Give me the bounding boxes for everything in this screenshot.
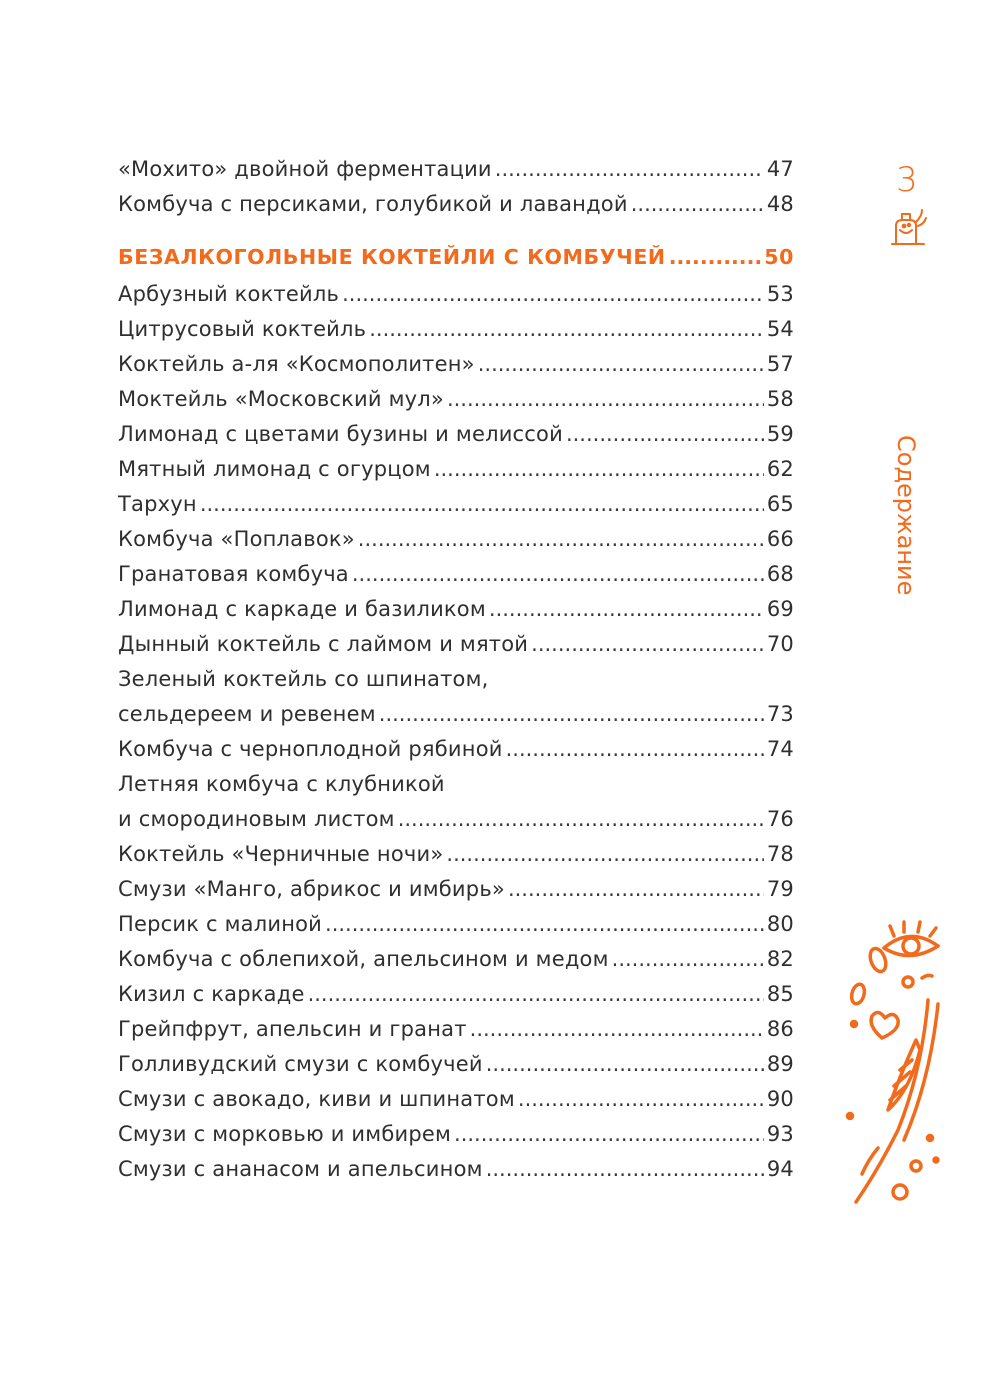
toc-entry[interactable] — [118, 1012, 794, 1047]
toc-entry[interactable] — [118, 697, 794, 732]
dot-leader — [531, 627, 764, 662]
entry-title: Грейпфрут, апельсин и гранат — [118, 1017, 467, 1041]
entry-title: Смузи с морковью и имбирем — [118, 1122, 452, 1146]
toc-entry[interactable] — [118, 152, 794, 187]
entry-page: 59 — [766, 422, 794, 446]
eye-doodle-illustration — [838, 920, 948, 1214]
entry-title: Коктейль «Черничные ночи» — [118, 842, 444, 866]
toc-entry[interactable] — [118, 522, 794, 557]
toc-entry[interactable] — [118, 347, 794, 382]
toc-entry[interactable] — [118, 732, 794, 767]
entry-title: Комбуча с облепихой, апельсином и медом — [118, 947, 609, 971]
entry-page: 79 — [766, 877, 794, 901]
entry-page: 47 — [766, 157, 794, 181]
dot-leader — [358, 522, 764, 557]
dot-leader — [308, 977, 764, 1012]
entry-title: Арбузный коктейль — [118, 282, 340, 306]
toc-entry[interactable] — [118, 1152, 794, 1187]
toc-entry[interactable] — [118, 417, 794, 452]
entry-title: Лимонад с цветами бузины и мелиссой — [118, 422, 563, 446]
entry-title: «Мохито» двойной ферментации — [118, 157, 492, 181]
entry-title: Кизил с каркаде — [118, 982, 305, 1006]
toc-entry[interactable] — [118, 487, 794, 522]
entry-title: Персик с малиной — [118, 912, 323, 936]
dot-leader — [447, 382, 764, 417]
entry-page: 89 — [766, 1052, 794, 1076]
toc-entry[interactable] — [118, 1117, 794, 1152]
table-of-contents — [118, 152, 794, 1187]
entry-page: 57 — [766, 352, 794, 376]
entry-title: Мятный лимонад с огурцом — [118, 457, 431, 481]
entry-title: и смородиновым листом — [118, 807, 395, 831]
dot-leader — [352, 557, 764, 592]
entry-page: 62 — [766, 457, 794, 481]
kombucha-bottle-icon — [888, 208, 928, 252]
toc-entry[interactable] — [118, 907, 794, 942]
entry-page: 78 — [766, 842, 794, 866]
dot-leader — [200, 487, 764, 522]
dot-leader — [566, 417, 764, 452]
section-page: 50 — [764, 245, 794, 269]
dot-leader — [342, 277, 764, 312]
entry-title: Смузи с авокадо, киви и шпинатом — [118, 1087, 515, 1111]
entry-title: Тархун — [118, 492, 197, 516]
entry-page: 94 — [766, 1157, 794, 1181]
entry-title: Гранатовая комбуча — [118, 562, 349, 586]
toc-entry[interactable] — [118, 452, 794, 487]
dot-leader — [379, 697, 764, 732]
entry-page: 76 — [766, 807, 794, 831]
entry-page: 68 — [766, 562, 794, 586]
dot-leader — [434, 452, 764, 487]
toc-entry[interactable] — [118, 837, 794, 872]
entry-title-line1: Зеленый коктейль со шпинатом, — [118, 667, 489, 691]
dot-leader — [398, 802, 764, 837]
entry-page: 93 — [766, 1122, 794, 1146]
toc-entry[interactable] — [118, 557, 794, 592]
dot-leader — [518, 1082, 764, 1117]
entry-title: Комбуча с персиками, голубикой и лавандой — [118, 192, 628, 216]
toc-entry[interactable] — [118, 942, 794, 977]
page-number: 3 — [896, 160, 918, 200]
dot-leader — [486, 1152, 764, 1187]
entry-title: Моктейль «Московский мул» — [118, 387, 444, 411]
toc-entry[interactable] — [118, 977, 794, 1012]
entry-page: 86 — [766, 1017, 794, 1041]
toc-entry[interactable] — [118, 802, 794, 837]
dot-leader — [612, 942, 764, 977]
toc-entry[interactable] — [118, 592, 794, 627]
entry-page: 53 — [766, 282, 794, 306]
entry-page: 65 — [766, 492, 794, 516]
entry-page: 69 — [766, 597, 794, 621]
dot-leader — [369, 312, 764, 347]
entry-title: Дынный коктейль с лаймом и мятой — [118, 632, 529, 656]
toc-entry[interactable] — [118, 872, 794, 907]
entry-page: 73 — [766, 702, 794, 726]
entry-page: 85 — [766, 982, 794, 1006]
dot-leader — [669, 240, 762, 275]
toc-entry[interactable] — [118, 1082, 794, 1117]
entry-page: 58 — [766, 387, 794, 411]
entry-page: 54 — [766, 317, 794, 341]
entry-page: 82 — [766, 947, 794, 971]
chapter-title: Содержание — [892, 435, 920, 596]
toc-entry[interactable] — [118, 277, 794, 312]
toc-entry[interactable] — [118, 627, 794, 662]
entry-page: 90 — [766, 1087, 794, 1111]
toc-entry[interactable] — [118, 382, 794, 417]
section-entries — [118, 277, 794, 1187]
entry-page: 74 — [766, 737, 794, 761]
entry-page: 70 — [766, 632, 794, 656]
toc-entry[interactable] — [118, 1047, 794, 1082]
entry-page: 48 — [766, 192, 794, 216]
section-title: БЕЗАЛКОГОЛЬНЫЕ КОКТЕЙЛИ С КОМБУЧЕЙ — [118, 245, 666, 269]
dot-leader — [446, 837, 763, 872]
toc-entry[interactable] — [118, 312, 794, 347]
entry-title: Смузи «Манго, абрикос и имбирь» — [118, 877, 505, 901]
entry-title-line1: Летняя комбуча с клубникой — [118, 772, 445, 796]
entry-title: Комбуча с черноплодной рябиной — [118, 737, 503, 761]
entry-title: Коктейль а-ля «Космополитен» — [118, 352, 475, 376]
dot-leader — [478, 347, 764, 382]
entry-title: Комбуча «Поплавок» — [118, 527, 355, 551]
section-heading[interactable] — [118, 240, 794, 275]
dot-leader — [489, 592, 764, 627]
entry-title: Цитрусовый коктейль — [118, 317, 367, 341]
dot-leader — [506, 732, 764, 767]
dot-leader — [486, 1047, 764, 1082]
entry-page: 66 — [766, 527, 794, 551]
entry-page: 80 — [766, 912, 794, 936]
dot-leader — [470, 1012, 764, 1047]
entry-title: Смузи с ананасом и апельсином — [118, 1157, 483, 1181]
dot-leader — [631, 187, 764, 222]
dot-leader — [508, 872, 764, 907]
dot-leader — [325, 907, 764, 942]
entry-title: Лимонад с каркаде и базиликом — [118, 597, 486, 621]
dot-leader — [454, 1117, 764, 1152]
toc-entry[interactable] — [118, 187, 794, 222]
entry-title: Голливудский смузи с комбучей — [118, 1052, 483, 1076]
dot-leader — [495, 152, 764, 187]
entry-title: сельдереем и ревенем — [118, 702, 376, 726]
